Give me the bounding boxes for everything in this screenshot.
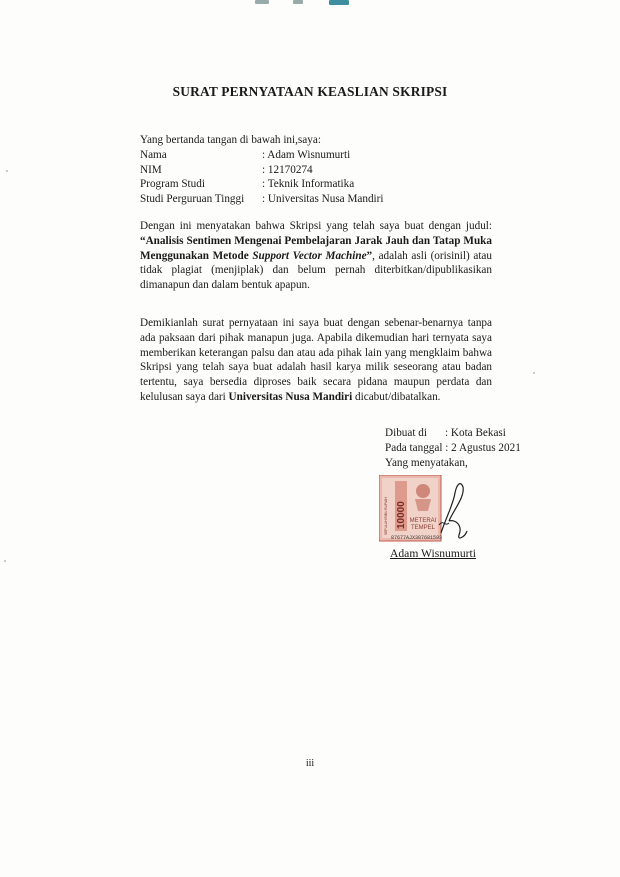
closing-line: Yang menyatakan, [385, 457, 468, 469]
field-value: : Universitas Nusa Mandiri [262, 193, 384, 206]
stamp-amount: 10000 [396, 501, 407, 529]
scan-speck [6, 170, 8, 172]
signature-block [385, 426, 521, 471]
thesis-title-close: ” [366, 249, 373, 262]
statement-lead: Dengan ini menyatakan bahwa Skripsi yang telah saya buat dengan judul: [140, 220, 492, 232]
thesis-title: “Analisis Sentimen Mengenai Pembelajaran Jarak Jauh dan Tatap Muka Menggunakan Metode [140, 234, 492, 262]
field-value: : Adam Wisnumurti [262, 149, 351, 161]
stamp-side-text: SEPULUH RIBU RUPIAH [384, 497, 388, 535]
field-value: : Teknik Informatika [262, 178, 355, 191]
field-row-university [140, 192, 384, 207]
field-label: NIM [140, 163, 162, 176]
garuda-emblem-icon [416, 484, 430, 498]
place-label: Dibuat di [385, 427, 427, 439]
place-value: : Kota Bekasi [445, 427, 506, 439]
field-label: Program Studi [140, 178, 205, 191]
stamp-label-top: METERAI [409, 518, 437, 524]
declaration-tail: dicabut/dibatalkan. [352, 390, 441, 403]
institution-name: Universitas Nusa Mandiri [228, 390, 353, 403]
field-row-program [140, 177, 384, 192]
meterai-stamp [379, 475, 469, 545]
declaration-text: Demikianlah surat pernyataan ini saya buat dengan sebenar-benarnya tanpa ada paksaan dari pihak manapun juga. Apabila dikemudian hari ternyata saya memberikan keterangan palsu dan atau ada pihak lain yang mengklaim bahwa Skripsi yang telah saya buat adalah hasil karya milik seseorang atau badan tertentu, saya bersedia diproses baik secara pidana maupun perdata dan kelulusan saya dari [140, 317, 492, 403]
field-row-name [140, 148, 384, 163]
scan-speck [533, 372, 535, 374]
stamp-serial: 87677AJX307681593 [391, 535, 443, 541]
date-line: Pada tanggal : 2 Agustus 2021 [385, 442, 521, 454]
place-line [385, 426, 521, 441]
document-title: SURAT PERNYATAAN KEASLIAN SKRIPSI [172, 84, 448, 99]
statement-paragraph [140, 219, 492, 293]
field-label: Studi Perguruan Tinggi [140, 193, 245, 206]
field-label: Nama [140, 149, 167, 161]
handwritten-signature [441, 484, 467, 538]
field-value: : 12170274 [262, 163, 313, 176]
stamp-label-bottom: TEMPEL [410, 525, 436, 531]
field-row-nim [140, 163, 384, 178]
thesis-title-italic: Support Vector Machine [252, 249, 367, 262]
statement-rest: , adalah asli (orisinil) atau tidak plagiat (menjiplak) dan belum pernah diterbitkan/dipublikasikan dimanapun dan dalam bentuk apapun. [140, 249, 492, 292]
signer-name: Adam Wisnumurti [390, 547, 476, 560]
top-edge-marks [255, 0, 365, 6]
scan-speck [4, 560, 6, 562]
identity-fields [140, 148, 384, 207]
declaration-paragraph [140, 316, 492, 405]
page-number: iii [305, 758, 315, 769]
intro-line: Yang bertanda tangan di bawah ini,saya: [140, 134, 321, 146]
